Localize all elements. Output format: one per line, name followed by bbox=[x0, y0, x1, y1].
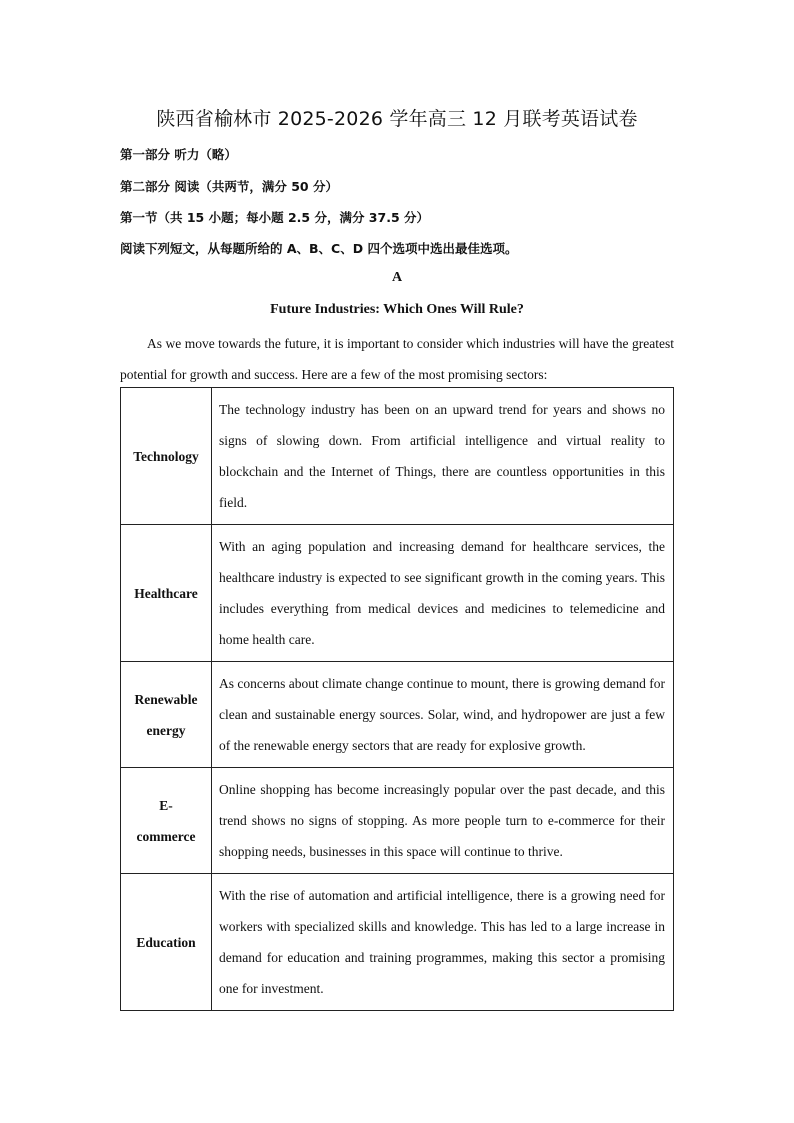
passage-intro: As we move towards the future, it is important to consider which industries will have the greatest potential for growth and success. Here are a few of the most promising sectors: bbox=[120, 336, 674, 382]
section-one-header: 第一节（共 15 小题；每小题 2.5 分，满分 37.5 分） bbox=[120, 210, 429, 225]
sector-description: As concerns about climate change continue to mount, there is growing demand for clean and sustainable energy sources. Solar, wind, and hydropower are just a few of the renewable energy sectors that are ready for explosive growth. bbox=[212, 662, 674, 768]
sector-label bbox=[121, 525, 212, 662]
table-row bbox=[121, 525, 674, 662]
sector-label bbox=[121, 662, 212, 768]
sector-label-line: Healthcare bbox=[134, 585, 198, 601]
sector-label-line: commerce bbox=[136, 828, 196, 844]
sectors-table bbox=[120, 387, 674, 1011]
sector-label-line: Renewable bbox=[134, 691, 198, 707]
table-row bbox=[121, 768, 674, 874]
sector-label bbox=[121, 388, 212, 525]
passage-letter: A bbox=[391, 270, 403, 285]
table-row bbox=[121, 388, 674, 525]
part-one-listening: 第一部分 听力（略） bbox=[120, 147, 237, 162]
reading-instructions: 阅读下列短文，从每题所给的 A、B、C、D 四个选项中选出最佳选项。 bbox=[120, 241, 518, 256]
passage-title: Future Industries: Which Ones Will Rule? bbox=[270, 302, 524, 317]
sector-label-line: Education bbox=[136, 934, 196, 950]
sector-description: With the rise of automation and artificial intelligence, there is a growing need for workers with specialized skills and knowledge. This has led to a large increase in demand for education and training programmes, making this sector a promising one for investment. bbox=[212, 874, 674, 1011]
sector-label bbox=[121, 768, 212, 874]
table-row bbox=[121, 662, 674, 768]
exam-title: 陕西省榆林市 2025-2026 学年高三 12 月联考英语试卷 bbox=[156, 108, 638, 130]
sector-description: The technology industry has been on an upward trend for years and shows no signs of slowing down. From artificial intelligence and virtual reality to blockchain and the Internet of Things, there are countless opportunities in this field. bbox=[212, 388, 674, 525]
sector-label-line: E- bbox=[159, 797, 173, 813]
sector-label-line: Technology bbox=[133, 448, 199, 464]
sector-description: Online shopping has become increasingly popular over the past decade, and this trend shows no signs of stopping. As more people turn to e-commerce for their shopping needs, businesses in this space will continue to thrive. bbox=[212, 768, 674, 874]
sector-label-line: energy bbox=[146, 722, 186, 738]
table-row bbox=[121, 874, 674, 1011]
sector-description: With an aging population and increasing demand for healthcare services, the healthcare industry is expected to see significant growth in the coming years. This includes everything from medical devices and medicines to telemedicine and home health care. bbox=[212, 525, 674, 662]
part-two-reading: 第二部分 阅读（共两节，满分 50 分） bbox=[120, 179, 338, 194]
sector-label bbox=[121, 874, 212, 1011]
